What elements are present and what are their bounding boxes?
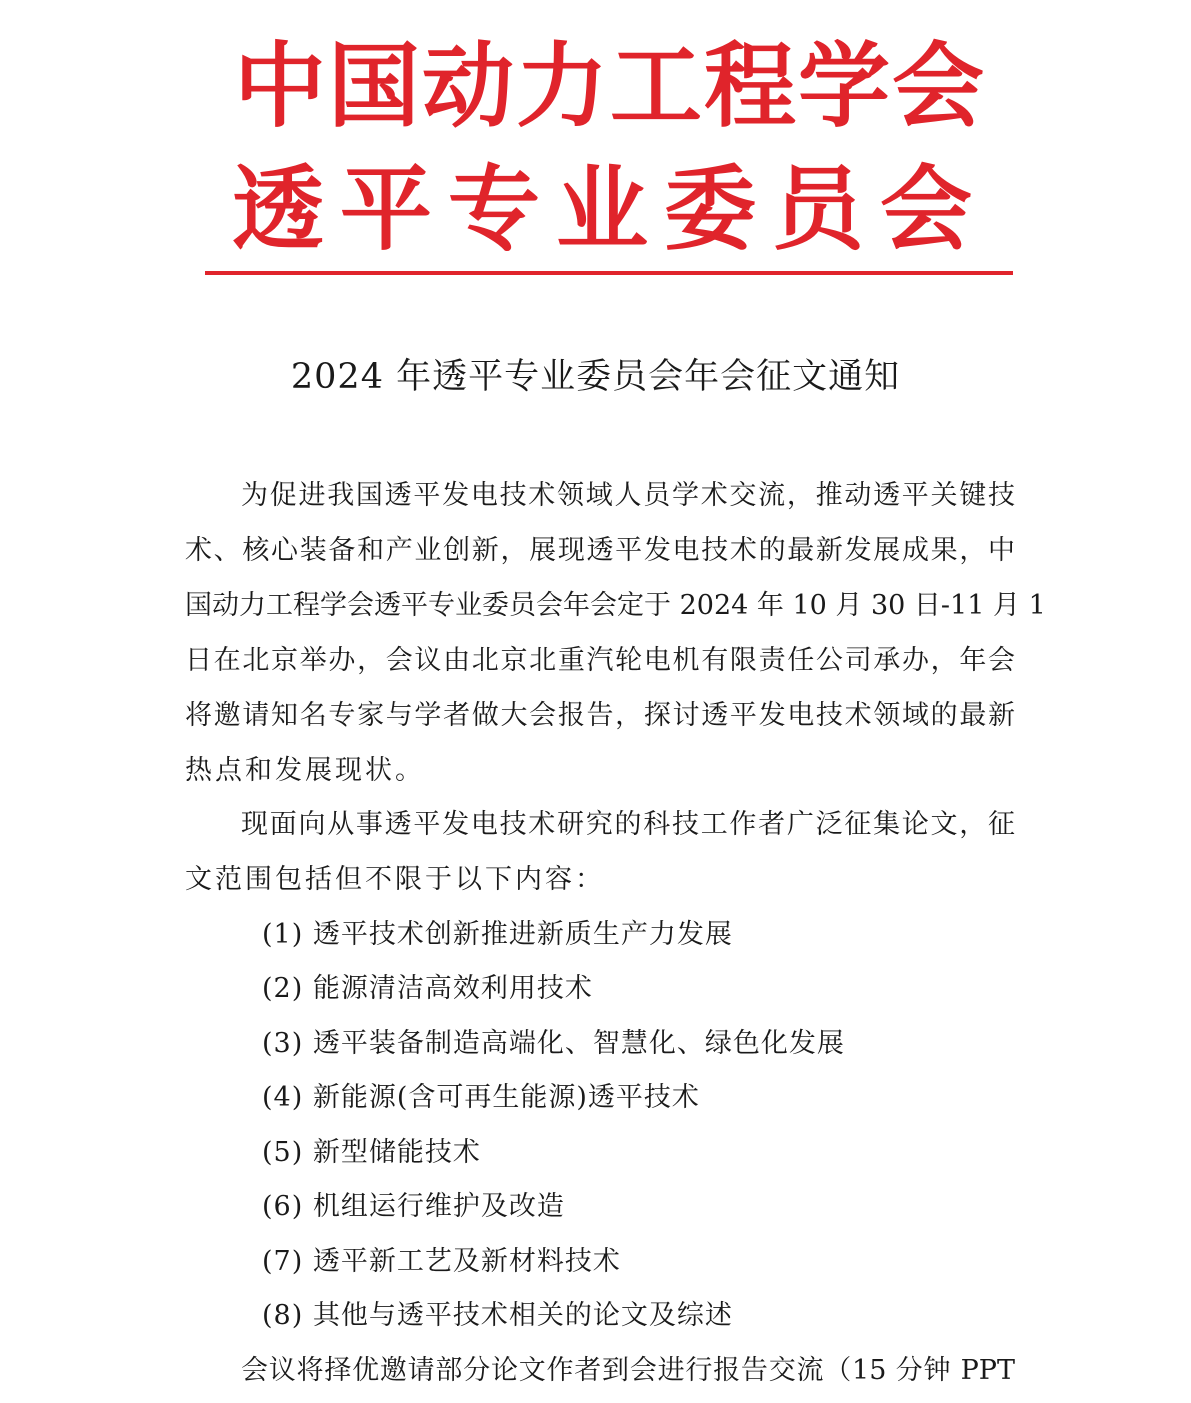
paragraph-line: 将邀请知名专家与学者做大会报告，探讨透平发电技术领域的最新	[185, 700, 1015, 731]
list-item: (1) 透平技术创新推进新质生产力发展	[262, 919, 733, 950]
paragraph-line: 文范围包括但不限于以下内容：	[185, 864, 605, 895]
list-item: (7) 透平新工艺及新材料技术	[262, 1246, 621, 1277]
paragraph-line: 会议将择优邀请部分论文作者到会进行报告交流（15 分钟 PPT	[241, 1355, 1015, 1386]
org-name-line1: 中国动力工程学会	[233, 33, 986, 140]
paragraph-line: 热点和发展现状。	[185, 755, 425, 786]
paragraph-line: 日在北京举办，会议由北京北重汽轮电机有限责任公司承办，年会	[185, 645, 1015, 676]
list-item: (3) 透平装备制造高端化、智慧化、绿色化发展	[262, 1028, 845, 1059]
list-item: (5) 新型储能技术	[262, 1137, 481, 1168]
list-item: (6) 机组运行维护及改造	[262, 1191, 565, 1222]
paragraph-line: 国动力工程学会透平专业委员会年会定于 2024 年 10 月 30 日-11 月 1	[185, 590, 1046, 621]
paragraph-line: 现面向从事透平发电技术研究的科技工作者广泛征集论文，征	[241, 809, 1015, 840]
list-item: (4) 新能源(含可再生能源)透平技术	[262, 1082, 700, 1113]
paragraph-line: 术、核心装备和产业创新，展现透平发电技术的最新发展成果，中	[185, 535, 1015, 566]
org-name-line2: 透平专业委员会	[231, 156, 988, 263]
list-item: (2) 能源清洁高效利用技术	[262, 973, 593, 1004]
list-item: (8) 其他与透平技术相关的论文及综述	[262, 1300, 733, 1331]
paragraph-line: 为促进我国透平发电技术领域人员学术交流，推动透平关键技	[241, 480, 1015, 511]
header-divider	[205, 271, 1013, 275]
document-title: 2024 年透平专业委员会年会征文通知	[290, 357, 901, 397]
